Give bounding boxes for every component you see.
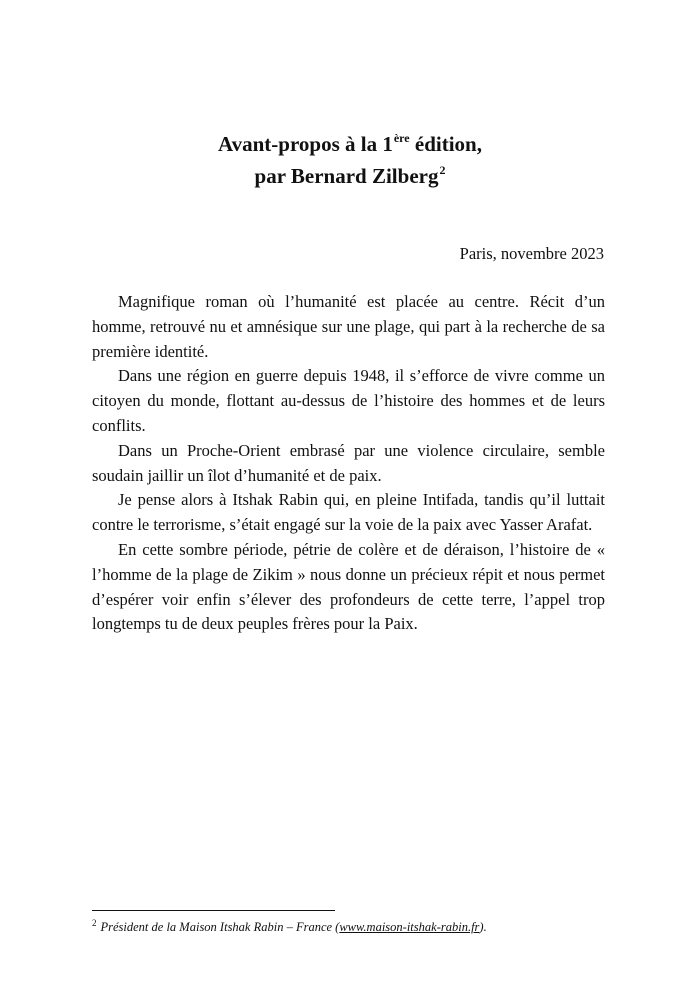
paragraph: Dans un Proche-Orient embrasé par une violence circulaire, semble soudain jaillir un îlot d’humanité et de paix.: [92, 440, 605, 485]
paragraph: Dans une région en guerre depuis 1948, il s’efforce de vivre comme un citoyen du monde, flottant au-dessus de l’histoire des hommes et de leurs conflits.: [92, 366, 605, 435]
paragraph: Magnifique roman où l’humanité est placée au centre. Récit d’un homme, retrouvé nu et amnésique sur une plage, qui part à la recherche de sa première identité.: [92, 292, 605, 361]
body-text: [92, 290, 605, 637]
title-line-1-end: édition,: [409, 132, 482, 156]
footnote-text: Président de la Maison Itshak Rabin – France (: [100, 920, 340, 934]
page-title: [92, 128, 608, 192]
paragraph: En cette sombre période, pétrie de colère et de déraison, l’histoire de « l’homme de la plage de Zikim » nous donne un précieux répit et nous permet d’espérer voir enfin s’élever des profondeurs de cette terre, l’appel trop longtemps tu de deux peuples frères pour la Paix.: [92, 539, 605, 634]
author-name: par Bernard Zilberg: [254, 164, 439, 188]
footnote-reference[interactable]: 2: [439, 163, 446, 177]
dateline: Paris, novembre 2023: [459, 244, 604, 263]
title-line-1-text: Avant-propos à la 1: [218, 132, 393, 156]
footnote-link[interactable]: www.maison-itshak-rabin.fr: [339, 920, 480, 934]
footnote: [92, 918, 612, 936]
footnote-closing: ).: [479, 920, 487, 934]
paragraph: Je pense alors à Itshak Rabin qui, en pleine Intifada, tandis qu’il luttait contre le terrorisme, s’était engagé sur la voie de la paix avec Yasser Arafat.: [92, 490, 605, 535]
title-line-1: [218, 132, 482, 156]
title-line-2: [255, 164, 446, 188]
footnote-divider: [92, 910, 335, 911]
ordinal-superscript: ère: [393, 131, 410, 145]
footnote-number: 2: [92, 918, 97, 928]
